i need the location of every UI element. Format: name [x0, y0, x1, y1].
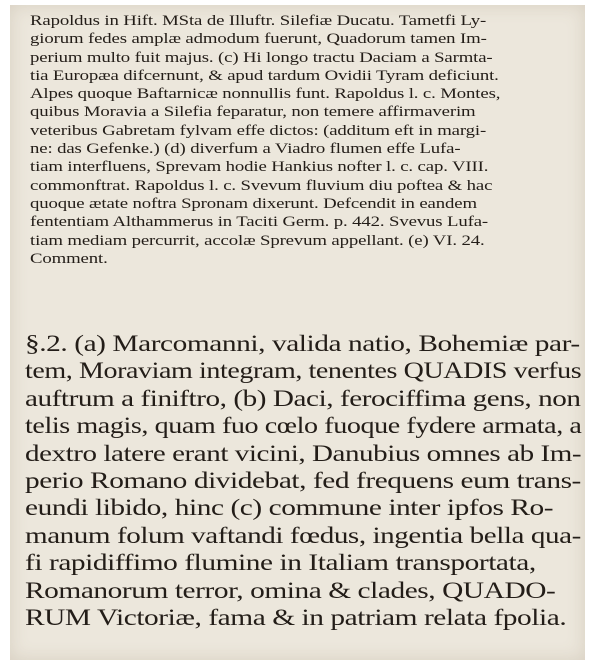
footnote-line: veteribus Gabretam fylvam effe dictos: (additum eft in margi-: [30, 122, 487, 139]
footnote-line: Alpes quoque Baftarnicæ nonnullis funt. Rapoldus l. c. Montes,: [30, 86, 501, 103]
footnote-line: tiam mediam percurrit, accolæ Sprevum appellant. (e) VI. 24.: [30, 232, 485, 249]
paragraph-line: perio Romano dividebat, fed frequens eum trans-: [25, 467, 581, 494]
footnote-line: perium multo fuit majus. (c) Hi longo tractu Daciam a Sarmta-: [30, 49, 493, 66]
footnote-line: commonftrat. Rapoldus l. c. Svevum fluvium diu poftea & hac: [30, 177, 493, 194]
paragraph-line: manum folum vaftandi fœdus, ingentia bella qua-: [25, 522, 581, 549]
paragraph-line: eundi libido, hinc (c) commune inter ipfos Ro-: [25, 495, 554, 522]
footnote-line: Comment.: [30, 250, 108, 267]
paragraph-line: §.2. (a) Marcomanni, valida natio, Bohemiæ par-: [25, 331, 580, 357]
paragraph-line: Romanorum terror, omina & clades, QUADO-: [25, 577, 556, 604]
footnote-line: quibus Moravia a Silefia feparatur, non temere affirmaverim: [30, 104, 476, 121]
footnote-line: Rapoldus in Hift. MSta de Illuftr. Silefiæ Ducatu. Tametfi Ly-: [30, 13, 487, 29]
scanned-page: [10, 5, 585, 660]
footnote-line: tia Europæa difcernunt, & apud tardum Ovidii Tyram deficiunt.: [30, 67, 499, 84]
footnote-line: fententiam Althammerus in Taciti Germ. p. 442. Svevus Lufa-: [30, 214, 489, 231]
footnote-line: giorum fedes amplæ admodum fuerunt, Quadorum tamen Im-: [30, 31, 487, 48]
footnote-line: quoque ætate noftra Spronam dixerunt. Defcendit in eandem: [30, 195, 477, 212]
main-paragraph: [25, 331, 581, 632]
paragraph-line: telis magis, quam fuo cœlo fuoque fydere armata, a: [25, 413, 582, 440]
footnote-block: [30, 12, 578, 268]
footnote-line: ne: das Gefenke.) (d) diverfum a Viadro flumen effe Lufa-: [30, 141, 461, 158]
paragraph-line: auftrum a finiftro, (b) Daci, ferociffima gens, non: [25, 385, 581, 412]
paragraph-line: RUM Victoriæ, fama & in patriam relata fpolia.: [25, 604, 567, 631]
paragraph-line: fi rapidiffimo flumine in Italiam transportata,: [25, 550, 536, 577]
paragraph-line: tem, Moraviam integram, tenentes QUADIS verfus: [25, 358, 582, 385]
footnote-line: tiam interfluens, Sprevam hodie Hankius nofter l. c. cap. VIII.: [30, 159, 489, 176]
paragraph-line: dextro latere erant vicini, Danubius omnes ab Im-: [25, 440, 582, 467]
